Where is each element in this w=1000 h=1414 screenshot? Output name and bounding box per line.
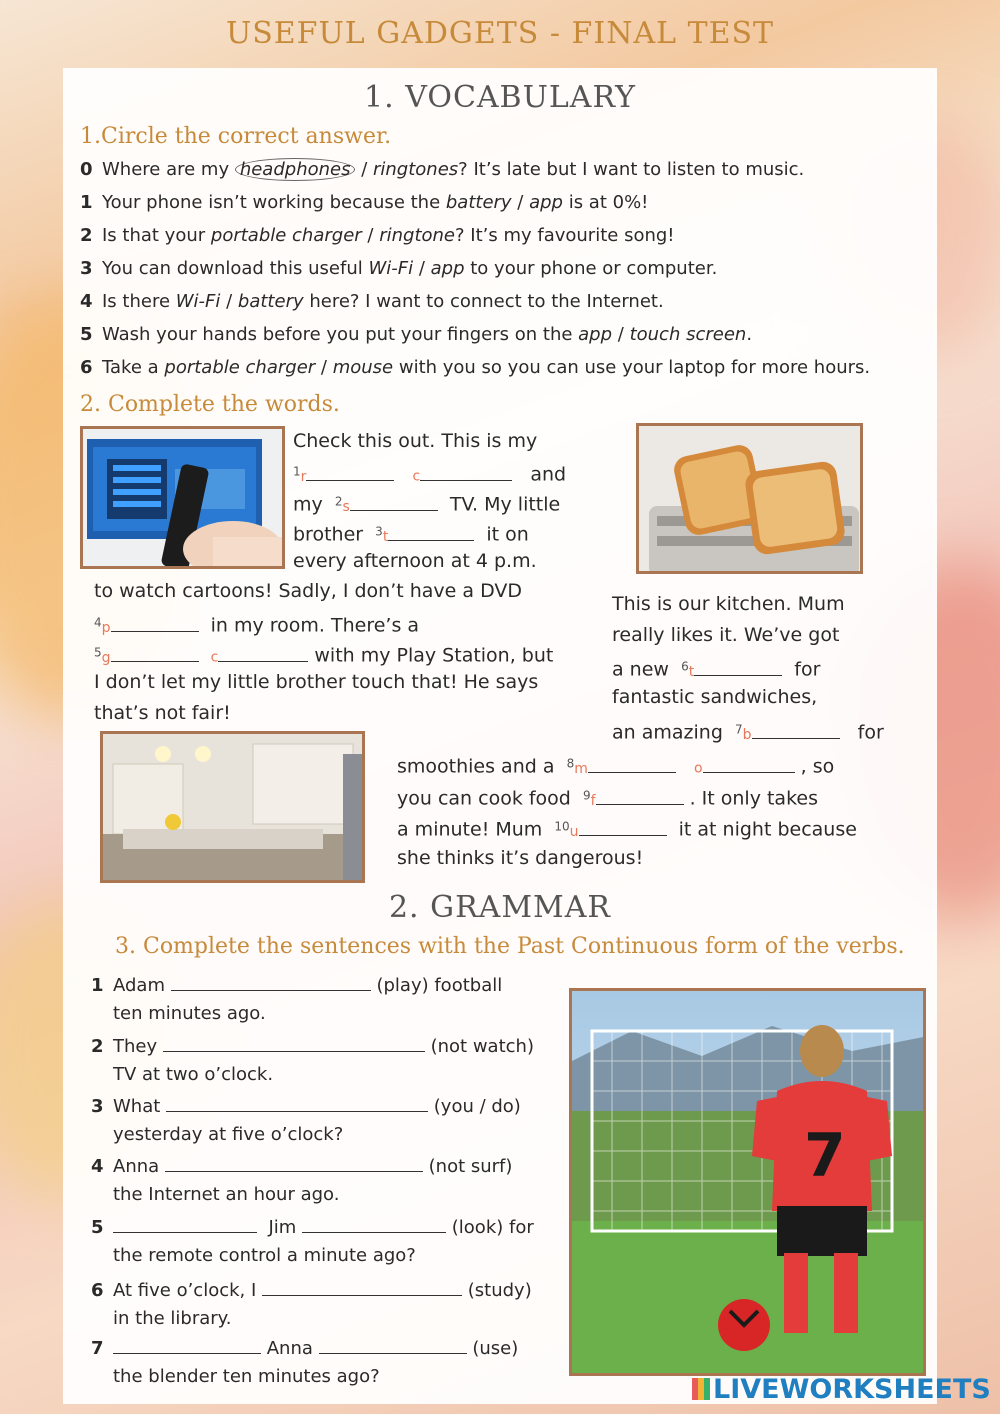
gap-hint: t [688, 663, 695, 680]
item-text: with you so you can use your laptop for more hours. [393, 357, 871, 378]
para-text: it on [486, 523, 529, 546]
item-text: At five o’clock, I [113, 1280, 257, 1301]
answer-input[interactable] [319, 1336, 467, 1354]
exercise-1-item-4 [80, 291, 664, 312]
separator: / [361, 225, 380, 246]
item-number: 2 [91, 1036, 104, 1057]
answer-input[interactable] [165, 1154, 423, 1172]
option-2[interactable]: app [529, 192, 563, 213]
football-photo [569, 988, 926, 1376]
exercise-3-item-6 [91, 1277, 532, 1333]
answer-input[interactable] [171, 973, 371, 991]
item-text: (play) football [376, 975, 503, 996]
exercise-3-item-1 [91, 972, 502, 1028]
option-circled[interactable] [235, 158, 356, 181]
answer-input[interactable] [166, 1094, 428, 1112]
gap-hint: c [412, 468, 421, 485]
gap-4-input[interactable] [111, 614, 199, 632]
separator: / [315, 357, 333, 378]
item-text: What [113, 1096, 161, 1117]
exercise-1-item-0 [80, 159, 804, 180]
tv-remote-photo [80, 426, 285, 569]
item-text: Is there [102, 291, 176, 312]
para-text: my [293, 493, 323, 516]
gap-5a-input[interactable] [111, 644, 199, 662]
kitchen-image [103, 734, 365, 883]
item-text: yesterday at five o’clock? [113, 1124, 344, 1145]
gap-hint: o [693, 760, 703, 777]
para-text: brother [293, 523, 364, 546]
option-2[interactable]: touch screen [629, 324, 747, 345]
exercise-3-item-4 [91, 1153, 512, 1209]
gap-2-input[interactable] [350, 493, 438, 511]
separator: / [612, 324, 630, 345]
gap-hint: p [101, 619, 111, 636]
gap-3-input[interactable] [388, 523, 474, 541]
gap-8a-input[interactable] [588, 755, 676, 773]
item-text: Is that your [102, 225, 211, 246]
para-text: an amazing [612, 721, 723, 744]
item-text: (use) [472, 1338, 519, 1359]
exercise-1-item-6 [80, 357, 870, 378]
vocabulary-heading: 1. VOCABULARY [364, 80, 636, 115]
para2-line4: fantastic sandwiches, [612, 686, 818, 708]
item-text: here? I want to connect to the Internet. [303, 291, 664, 312]
separator: / [413, 258, 431, 279]
para2-line2: really likes it. We’ve got [612, 624, 840, 646]
separator: / [511, 192, 530, 213]
gap-number: 5 [94, 645, 102, 659]
item-text: They [113, 1036, 158, 1057]
answer-input[interactable] [262, 1278, 462, 1296]
gap-number: 9 [582, 788, 591, 802]
option-1: headphones [239, 159, 351, 180]
item-text: ? It’s my favourite song! [455, 225, 675, 246]
kitchen-photo [100, 731, 365, 883]
answer-input[interactable] [302, 1215, 446, 1233]
item-text: the Internet an hour ago. [113, 1184, 340, 1205]
para-text: . It only takes [689, 787, 818, 810]
exercise-2-title: 2. Complete the words. [80, 392, 340, 417]
gap-hint: r [300, 468, 307, 485]
item-text: Jim [268, 1217, 297, 1238]
exercise-3-item-3 [91, 1093, 521, 1149]
gap-10-input[interactable] [579, 818, 667, 836]
item-number: 3 [91, 1096, 104, 1117]
grammar-heading: 2. GRAMMAR [388, 890, 612, 925]
item-number: 1 [80, 192, 93, 213]
item-number: 7 [91, 1338, 104, 1359]
gap-7-input[interactable] [752, 721, 840, 739]
gap-number: 1 [293, 464, 301, 478]
separator: / [355, 159, 373, 180]
liveworksheets-logo[interactable] [692, 1374, 991, 1405]
item-text: (look) for [451, 1217, 534, 1238]
svg-text:7: 7 [804, 1121, 846, 1191]
exercise-3-item-2 [91, 1033, 534, 1089]
gap-number: 3 [375, 524, 383, 538]
option-1[interactable]: portable charger [164, 357, 316, 378]
para-text: for [857, 721, 884, 744]
item-text: Wash your hands before you put your fingers on the [102, 324, 579, 345]
option-2[interactable]: app [430, 258, 465, 279]
item-number: 5 [80, 324, 93, 345]
gap-6-input[interactable] [694, 658, 782, 676]
para-text: with my Play Station, but [314, 644, 554, 667]
option-2[interactable]: mouse [332, 357, 394, 378]
item-text: (not watch) [430, 1036, 534, 1057]
para1-line10: that’s not fair! [94, 702, 231, 724]
item-number: 0 [80, 159, 93, 180]
para-text: smoothies and a [397, 755, 555, 778]
tv-remote-image [83, 429, 285, 569]
para-text: for [794, 658, 821, 681]
para1-line6: to watch cartoons! Sadly, I don’t have a DVD [94, 580, 523, 602]
gap-hint: c [210, 649, 219, 666]
exercise-1-item-2 [80, 225, 675, 246]
toaster-image [639, 426, 863, 574]
item-text: You can download this useful [102, 258, 369, 279]
answer-input[interactable] [163, 1034, 425, 1052]
item-text: is at 0%! [562, 192, 649, 213]
exercise-1-item-1 [80, 192, 648, 213]
option-1[interactable]: battery [445, 192, 512, 213]
item-text: in the library. [113, 1308, 232, 1329]
exercise-1-item-3 [80, 258, 717, 279]
item-number: 3 [80, 258, 93, 279]
item-number: 2 [80, 225, 93, 246]
item-text: . [746, 324, 753, 345]
option-1[interactable]: portable charger [210, 225, 362, 246]
gap-9-input[interactable] [596, 787, 684, 805]
gap-number: 4 [94, 615, 102, 629]
item-text: Where are my [102, 159, 235, 180]
option-2[interactable]: ringtones [373, 159, 459, 180]
gap-1b-input[interactable] [420, 463, 512, 481]
football-image [572, 991, 926, 1376]
gap-number: 6 [681, 659, 689, 673]
exercise-3-item-7 [91, 1335, 518, 1391]
option-2[interactable]: ringtone [379, 225, 455, 246]
item-number: 5 [91, 1217, 104, 1238]
para-text: TV. My little [449, 493, 561, 516]
item-number: 4 [91, 1156, 104, 1177]
option-1[interactable]: app [578, 324, 613, 345]
item-text: the blender ten minutes ago? [113, 1366, 380, 1387]
item-text: to your phone or computer. [464, 258, 718, 279]
item-number: 1 [91, 975, 104, 996]
para-text: and [530, 463, 567, 486]
para1-line5: every afternoon at 4 p.m. [293, 550, 537, 572]
gap-hint: s [342, 498, 350, 515]
gap-number: 8 [566, 756, 575, 770]
item-text: (not surf) [428, 1156, 513, 1177]
exercise-3-item-5 [91, 1214, 534, 1270]
item-text: ? It’s late but I want to listen to music. [458, 159, 805, 180]
gap-hint: f [590, 792, 596, 809]
item-number: 6 [80, 357, 93, 378]
para-text: it at night because [678, 818, 857, 841]
gap-number: 10 [554, 819, 570, 833]
option-1[interactable]: Wi-Fi [175, 291, 221, 312]
item-text: TV at two o’clock. [113, 1064, 274, 1085]
item-number: 6 [91, 1280, 104, 1301]
separator: / [220, 291, 238, 312]
document-title: USEFUL GADGETS - FINAL TEST [225, 16, 775, 51]
option-2[interactable]: battery [237, 291, 304, 312]
toaster-photo [636, 423, 863, 574]
gap-hint: u [569, 823, 579, 840]
para1-line9: I don’t let my little brother touch that! He says [94, 671, 539, 693]
item-text: Anna [113, 1156, 160, 1177]
para-text: you can cook food [397, 787, 571, 810]
gap-5b-input[interactable] [218, 644, 308, 662]
gap-hint: m [574, 760, 588, 777]
gap-number: 7 [734, 722, 743, 736]
gap-8b-input[interactable] [703, 755, 795, 773]
item-text: (you / do) [433, 1096, 521, 1117]
item-number: 4 [80, 291, 93, 312]
gap-hint: b [742, 726, 752, 743]
item-text: Adam [113, 975, 165, 996]
exercise-1-item-5 [80, 324, 752, 345]
para1-line1: Check this out. This is my [293, 430, 538, 452]
gap-hint: g [101, 649, 111, 666]
answer-input[interactable] [113, 1215, 257, 1233]
para-text: a minute! Mum [397, 818, 543, 841]
logo-text: LIVEWORKSHEETS [713, 1374, 991, 1405]
para2-line9: she thinks it’s dangerous! [397, 847, 644, 869]
option-1[interactable]: Wi-Fi [368, 258, 414, 279]
item-text: Take a [102, 357, 165, 378]
item-text: ten minutes ago. [113, 1003, 266, 1024]
exercise-3-title: 3. Complete the sentences with the Past Continuous form of the verbs. [115, 934, 905, 959]
answer-input[interactable] [113, 1336, 261, 1354]
item-text: Your phone isn’t working because the [102, 192, 446, 213]
item-text: Anna [266, 1338, 313, 1359]
para2-line5 [612, 714, 884, 751]
para-text: , so [800, 755, 835, 778]
para-text: a new [612, 658, 669, 681]
para2-line1: This is our kitchen. Mum [612, 593, 845, 615]
logo-icon [692, 1378, 710, 1400]
gap-1a-input[interactable] [306, 463, 394, 481]
gap-hint: t [382, 528, 389, 545]
gap-number: 2 [334, 494, 343, 508]
para-text: in my room. There’s a [210, 614, 420, 637]
item-text: (study) [467, 1280, 532, 1301]
item-text: the remote control a minute ago? [113, 1245, 416, 1266]
exercise-1-title: 1.Circle the correct answer. [80, 124, 392, 149]
